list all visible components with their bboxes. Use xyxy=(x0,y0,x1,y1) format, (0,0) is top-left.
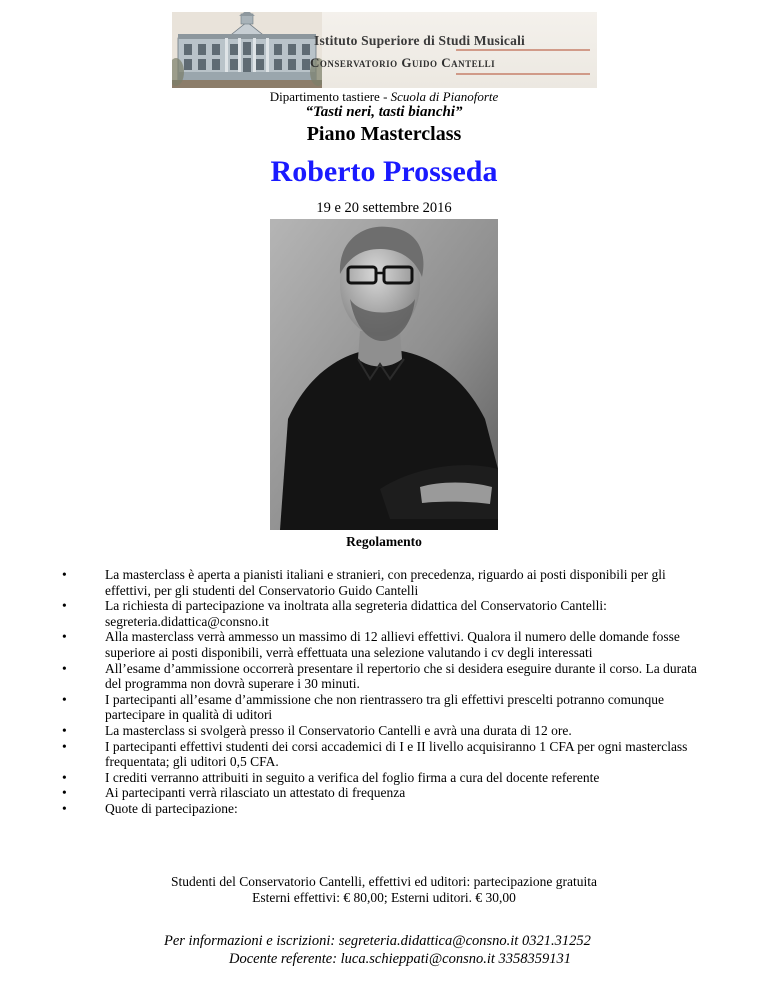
list-item xyxy=(62,801,702,817)
bullet-icon: • xyxy=(62,567,67,582)
rules-title: Regolamento xyxy=(346,534,422,549)
bullet-icon: • xyxy=(62,598,67,614)
department-label: Dipartimento tastiere - xyxy=(269,89,391,104)
conservatory-building-icon xyxy=(172,12,322,88)
list-item xyxy=(62,598,702,629)
institute-name: Istituto Superiore di Studi Musicali xyxy=(314,33,525,48)
list-item xyxy=(62,770,702,786)
school-label: Scuola di Pianoforte xyxy=(390,89,499,104)
rules-list xyxy=(62,567,702,817)
list-item xyxy=(62,723,702,739)
list-item xyxy=(62,567,702,598)
event-dates: 19 e 20 settembre 2016 xyxy=(316,200,452,216)
conservatory-name: Conservatorio Guido Cantelli xyxy=(310,55,496,70)
list-item xyxy=(62,629,702,660)
event-subtitle: “Tasti neri, tasti bianchi” xyxy=(305,104,463,120)
institute-logo xyxy=(172,12,597,88)
bullet-icon: • xyxy=(62,738,67,754)
bullet-icon: • xyxy=(62,660,67,676)
list-item-text: All’esame d’ammissione occorrerà presentare il repertorio che si desidera eseguire durante il corso. La durata del programma non dovrà superare i 30 minuti. xyxy=(105,660,697,692)
list-item-text: La richiesta di partecipazione va inoltrata alla segreteria didattica del Conservatorio Cantelli: segreteria.didattica@consno.it xyxy=(105,598,607,629)
list-item-text: Ai partecipanti verrà rilasciato un attestato di frequenza xyxy=(105,785,406,801)
fee-students: Studenti del Conservatorio Cantelli, effettivi ed uditori: partecipazione gratuita xyxy=(170,874,597,889)
department-line xyxy=(0,89,768,105)
bullet-icon: • xyxy=(62,722,67,738)
list-item-text: La masterclass è aperta a pianisti italiani e stranieri, con precedenza, riguardo ai posti disponibili per gli effettivi, per gli studenti del Conservatorio Guido Cantelli xyxy=(105,567,666,598)
list-item xyxy=(62,785,702,801)
list-item-text: Alla masterclass verrà ammesso un massimo di 12 allievi effettivi. Qualora il numero delle domande fosse superiore ai posti disponibili, verrà effettuata una selezione valutando i cv degli interessati xyxy=(105,629,680,660)
list-item xyxy=(62,692,702,723)
teacher-contact: Docente referente: luca.schieppati@consno.it 3358359131 xyxy=(229,951,572,967)
list-item xyxy=(62,661,702,692)
fee-external: Esterni effettivi: € 80,00; Esterni uditori. € 30,00 xyxy=(252,890,516,905)
bullet-icon: • xyxy=(62,785,67,801)
contact-info: Per informazioni e iscrizioni: segreteria.didattica@consno.it 0321.31252 xyxy=(164,933,591,949)
list-item-text: I crediti verranno attribuiti in seguito a verifica del foglio firma a cura del docente referente xyxy=(105,769,600,785)
list-item xyxy=(62,739,702,770)
event-title: Piano Masterclass xyxy=(306,123,462,145)
list-item-text: I partecipanti effettivi studenti dei corsi accademici di I e II livello acquisiranno 1 CFA per ogni masterclass frequentata; gli uditori 0,5 CFA. xyxy=(105,738,688,770)
portrait-photo xyxy=(270,219,498,530)
logo-ornament xyxy=(322,12,597,88)
bullet-icon: • xyxy=(62,629,67,645)
bullet-icon: • xyxy=(62,691,67,707)
list-item-text: Quote di partecipazione: xyxy=(105,800,238,816)
list-item-text: La masterclass si svolgerà presso il Conservatorio Cantelli e avrà una durata di 12 ore. xyxy=(105,722,572,738)
bullet-icon: • xyxy=(62,800,67,816)
portrait-illustration xyxy=(270,219,498,530)
list-item-text: I partecipanti all’esame d’ammissione che non rientrassero tra gli effettivi prescelti potranno comunque partecipare in qualità di uditori xyxy=(105,691,665,723)
bullet-icon: • xyxy=(62,769,67,785)
artist-name: Roberto Prosseda xyxy=(270,155,498,188)
